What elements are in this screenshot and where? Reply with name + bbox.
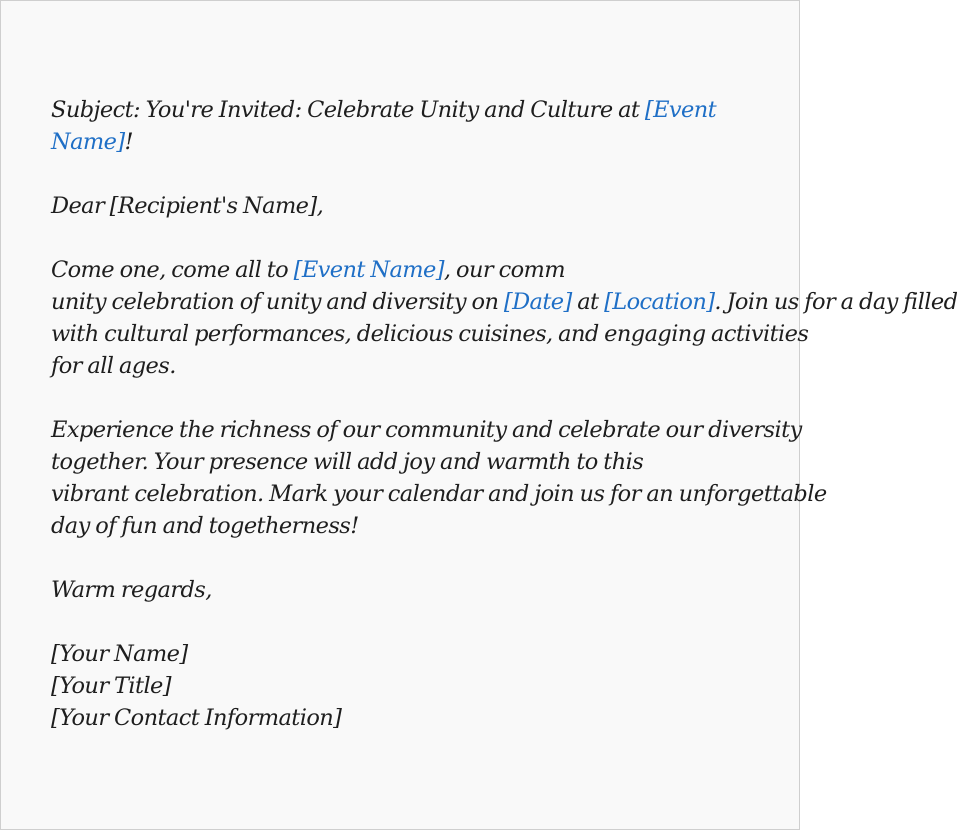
p1-text-4c: for all ages.	[51, 353, 176, 379]
signature-block	[51, 638, 759, 734]
signature-name: [Your Name]	[51, 641, 188, 667]
p1-text-4b: with cultural performances, delicious cuisines, and engaging activities	[51, 321, 809, 347]
p1-event-name: [Event Name]	[293, 257, 444, 283]
closing: Warm regards,	[51, 577, 212, 603]
subject-event-name-part1: [Event	[644, 97, 717, 123]
p1-text-2a: , our comm	[443, 257, 565, 283]
subject-line	[51, 94, 759, 158]
p1-location: [Location]	[604, 289, 715, 315]
paragraph-invitation	[51, 254, 957, 382]
greeting: Dear [Recipient's Name],	[51, 193, 324, 219]
p1-text-2b: unity celebration of unity and diversity on	[51, 289, 504, 315]
subject-event-name-part2: Name]	[51, 129, 125, 155]
subject-suffix: !	[124, 129, 133, 155]
paragraph-experience	[51, 414, 827, 542]
p2-line-1: Experience the richness of our community and celebrate our diversity	[51, 417, 802, 443]
p1-date: [Date]	[503, 289, 572, 315]
p1-text-1: Come one, come all to	[51, 257, 294, 283]
p1-text-3: at	[571, 289, 605, 315]
p2-line-4: day of fun and togetherness!	[51, 513, 359, 539]
signature-contact: [Your Contact Information]	[51, 705, 342, 731]
subject-prefix: Subject: You're Invited: Celebrate Unity and Culture at	[51, 97, 645, 123]
p1-text-4a: . Join us for a day filled	[714, 289, 957, 315]
p2-line-2: together. Your presence will add joy and warmth to this	[51, 449, 644, 475]
signature-title: [Your Title]	[51, 673, 171, 699]
p2-line-3: vibrant celebration. Mark your calendar and join us for an unforgettable	[51, 481, 827, 507]
